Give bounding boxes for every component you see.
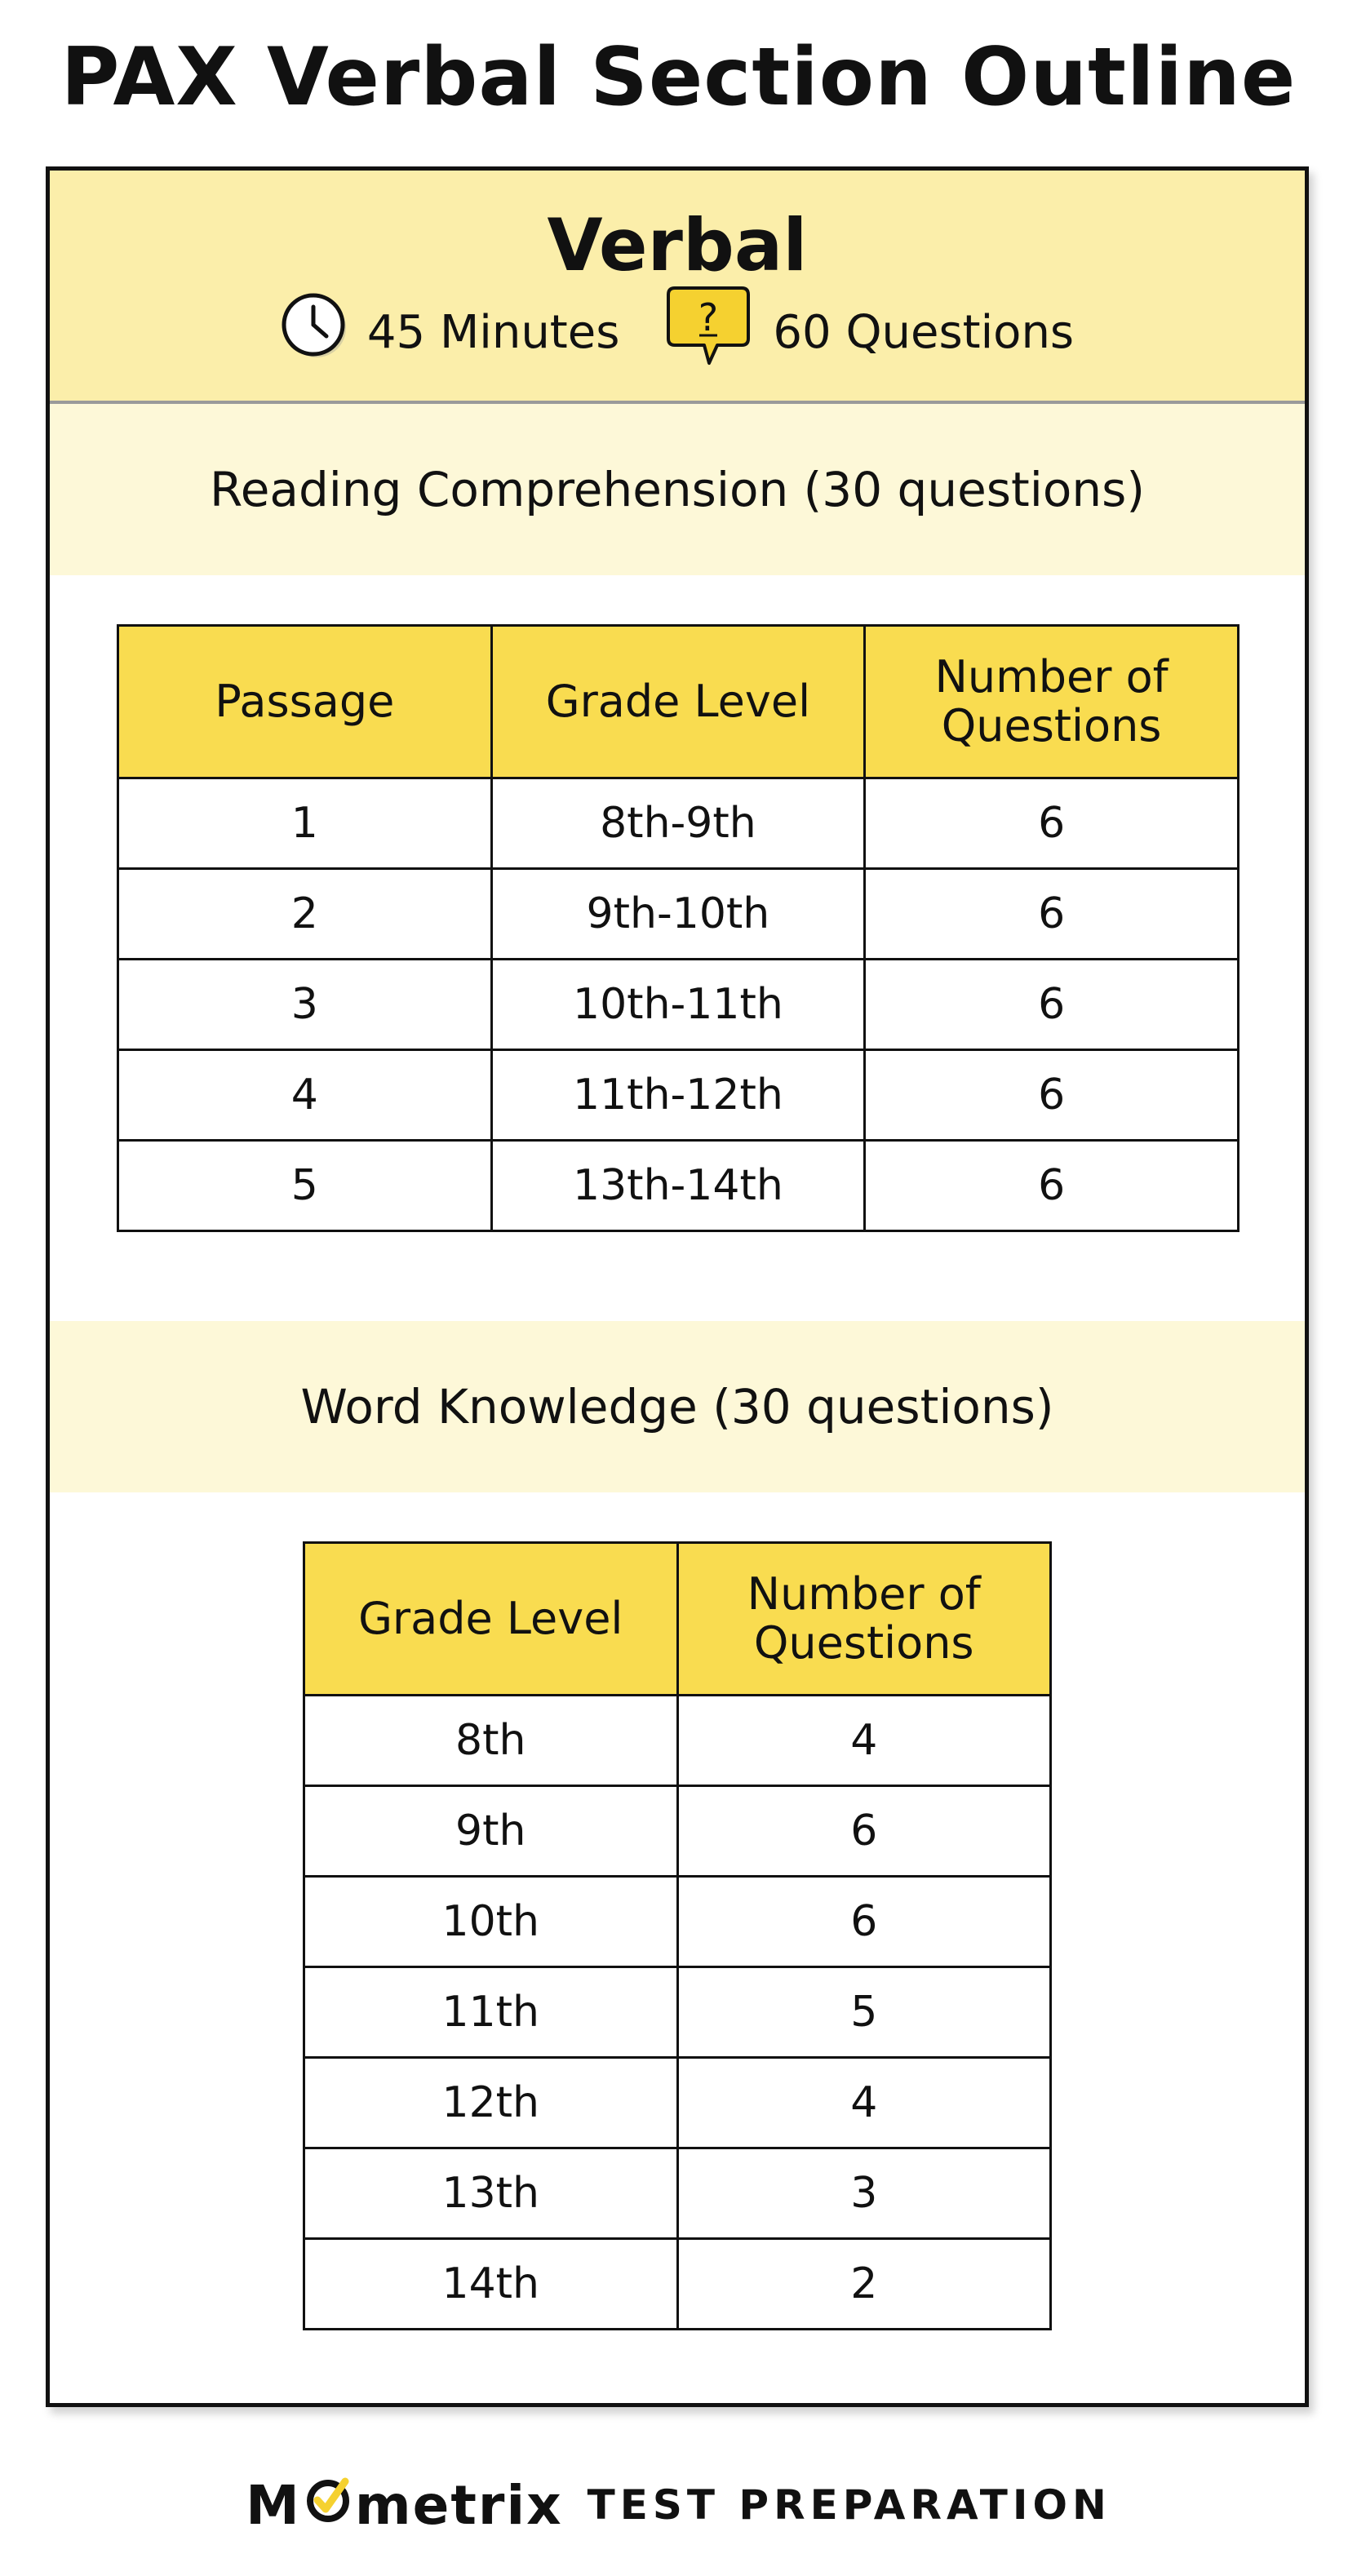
question-count-cell: 2: [677, 2239, 1051, 2330]
grade-level-cell: 9th: [304, 1786, 678, 1877]
grade-level-cell: 14th: [304, 2239, 678, 2330]
grade-level-cell: 11th: [304, 1967, 678, 2058]
clock-icon: [281, 292, 349, 372]
card-header: [50, 171, 1305, 404]
grade-level-cell: 13th: [304, 2148, 678, 2239]
question-count-cell: 5: [677, 1967, 1051, 2058]
passage-cell: 5: [118, 1141, 492, 1231]
passage-cell: 1: [118, 778, 492, 869]
grade-level-cell: 9th-10th: [491, 869, 865, 960]
reading-heading: Reading Comprehension (30 questions): [50, 404, 1305, 575]
table-row: [118, 1141, 1239, 1231]
question-count-cell: 6: [677, 1877, 1051, 1967]
word-knowledge-heading: Word Knowledge (30 questions): [50, 1321, 1305, 1492]
table-row: [118, 960, 1239, 1050]
passage-cell: 3: [118, 960, 492, 1050]
table-row: [304, 1967, 1051, 2058]
question-count-cell: 6: [677, 1786, 1051, 1877]
question-count-cell: 4: [677, 2058, 1051, 2148]
question-count-cell: 6: [865, 1141, 1239, 1231]
meta-row: [50, 291, 1305, 373]
grade-level-cell: 8th-9th: [491, 778, 865, 869]
table-row: [304, 2239, 1051, 2330]
page-title: PAX Verbal Section Outline: [60, 31, 1297, 124]
table-row: [304, 2058, 1051, 2148]
column-header: Number of Questions: [677, 1543, 1051, 1696]
table-row: [304, 1696, 1051, 1786]
question-count-cell: 6: [865, 778, 1239, 869]
question-count-cell: 6: [865, 1050, 1239, 1141]
question-count-cell: 3: [677, 2148, 1051, 2239]
grade-level-cell: 13th-14th: [491, 1141, 865, 1231]
column-header: Passage: [118, 626, 492, 778]
brand-prefix: M: [246, 2473, 301, 2537]
grade-level-cell: 12th: [304, 2058, 678, 2148]
time-text: 45 Minutes: [366, 305, 620, 359]
column-header: Grade Level: [491, 626, 865, 778]
question-bubble-icon: [663, 282, 755, 383]
brand-suffix: metrix: [354, 2473, 563, 2537]
questions-info: [663, 282, 1074, 383]
table-row: [118, 778, 1239, 869]
column-header: Grade Level: [304, 1543, 678, 1696]
grade-level-cell: 11th-12th: [491, 1050, 865, 1141]
table-row: [304, 1877, 1051, 1967]
section-title: Verbal: [547, 203, 808, 287]
table-row: [118, 1050, 1239, 1141]
footer: [0, 2472, 1357, 2538]
question-count-cell: 6: [865, 960, 1239, 1050]
questions-text: 60 Questions: [773, 305, 1075, 359]
word-header-row: [304, 1543, 1051, 1696]
grade-level-cell: 10th: [304, 1877, 678, 1967]
brand-logo: [246, 2473, 563, 2537]
word-knowledge-table: [303, 1541, 1052, 2330]
reading-header-row: [118, 626, 1239, 778]
passage-cell: 4: [118, 1050, 492, 1141]
reading-table: [117, 624, 1239, 1232]
checkmark-o-icon: [303, 2473, 353, 2537]
grade-level-cell: 10th-11th: [491, 960, 865, 1050]
table-row: [304, 2148, 1051, 2239]
column-header: Number of Questions: [865, 626, 1239, 778]
verbal-card: [46, 166, 1309, 2407]
grade-level-cell: 8th: [304, 1696, 678, 1786]
question-count-cell: 6: [865, 869, 1239, 960]
question-count-cell: 4: [677, 1696, 1051, 1786]
time-info: [281, 292, 620, 372]
svg-text:?: ?: [698, 295, 719, 339]
passage-cell: 2: [118, 869, 492, 960]
brand-tagline: TEST PREPARATION: [587, 2481, 1111, 2529]
table-row: [304, 1786, 1051, 1877]
table-row: [118, 869, 1239, 960]
